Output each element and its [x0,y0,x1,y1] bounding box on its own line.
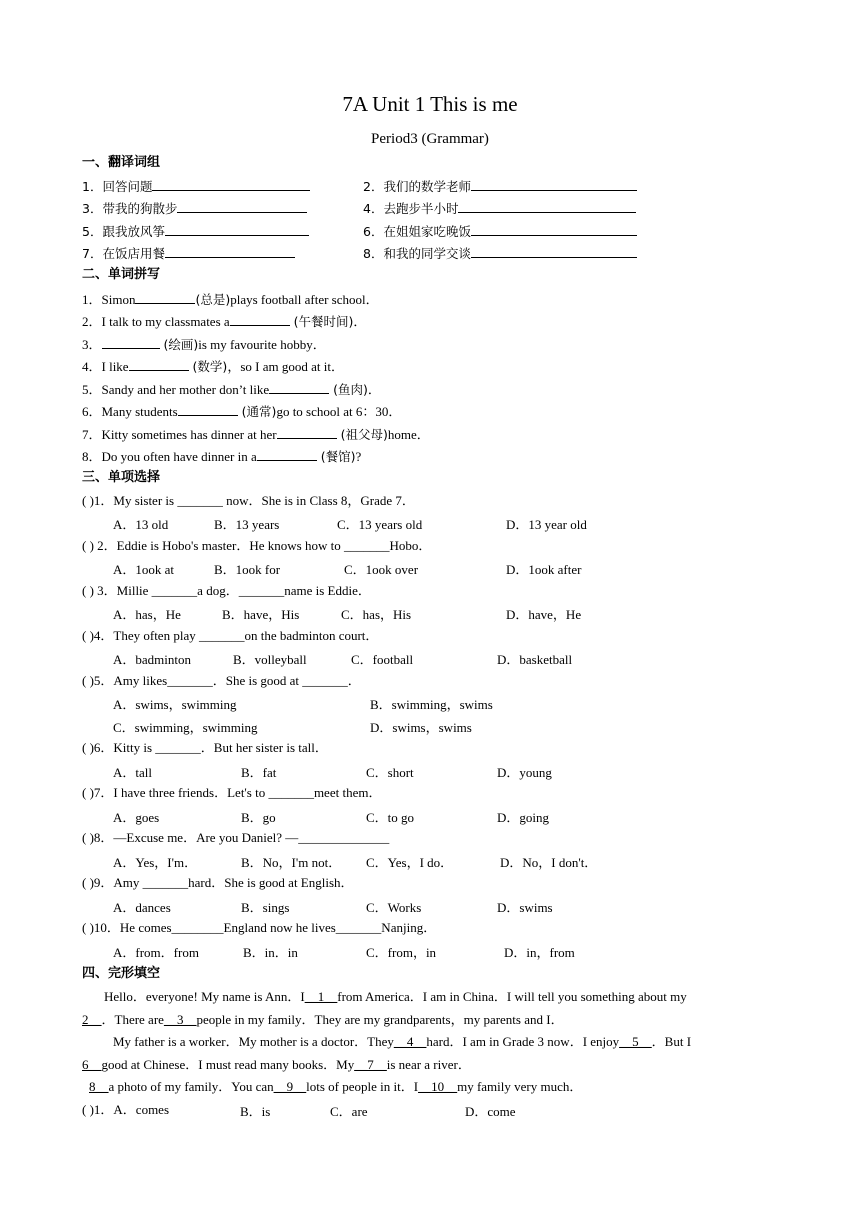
mc10-option-b: B．in．in [243,945,298,960]
s1-item-7: 7．在饭店用餐 [82,243,295,263]
mc-question-6: ( )6．Kitty is _______．But her sister is tall． [82,740,328,755]
mc-question-10: ( )10．He comes________England now he lives_______Nanjing． [82,920,437,935]
s1-item-3: 3．带我的狗散步 [82,198,307,218]
section3-heading: 三、单项选择 [82,470,161,485]
mc8-option-a: A．Yes，I'm． [113,855,198,870]
s2-item-3: 3． (绘画)is my favourite hobby． [82,334,326,354]
s2-item-7: 7．Kitty sometimes has dinner at her (祖父母)home． [82,424,430,444]
s2-item-5: 5．Sandy and her mother don’t like (鱼肉)． [82,379,381,399]
mc-question-3: ( ) 3．Millie _______a dog．_______name is Eddie． [82,583,371,598]
mc9-option-c: C．Works [366,900,422,915]
mc9-option-d: D．swims [497,900,553,915]
mc6-option-a: A．tall [113,765,152,780]
mc6-option-d: D．young [497,765,552,780]
section4-heading: 四、完形填空 [82,966,161,981]
mc7-option-c: C．to go [366,810,415,825]
s1-item-5: 5．跟我放风筝 [82,221,309,241]
mc9-option-a: A．dances [113,900,171,915]
mc10-option-c: C．from，in [366,945,437,960]
mc8-option-d: D．No，I don't． [500,855,598,870]
mc7-option-a: A．goes [113,810,160,825]
s1-item-6: 6．在姐姐家吃晚饭 [363,221,637,241]
mc6-option-b: B．fat [241,765,277,780]
mc1-option-c: C．13 years old [337,517,423,532]
mc4-option-c: C．football [351,652,414,667]
mc8-option-b: B．No，I'm not． [241,855,342,870]
mc9-option-b: B．sings [241,900,290,915]
mc-question-2: ( ) 2．Eddie is Hobo's master．He knows how to _______Hobo． [82,538,432,553]
mc5-option-c: C．swimming，swimming [113,720,258,735]
mc2-option-b: B．1ook for [214,562,281,577]
mc5-option-d: D．swims，swims [370,720,472,735]
mc1-option-b: B．13 years [214,517,280,532]
mc10-option-d: D．in，from [504,945,575,960]
s2-item-6: 6．Many students (通常)go to school at 6：30． [82,401,401,421]
page-title: 7A Unit 1 This is me [342,92,518,116]
mc-question-8: ( )8．—Excuse me．Are you Daniel? —______________ [82,830,390,845]
mc1-option-a: A．13 old [113,517,169,532]
s1-item-1: 1．回答问题 [82,176,310,196]
s1-item-4: 4．去跑步半小时 [363,198,636,218]
s2-item-8: 8．Do you often have dinner in a (餐馆)? [82,446,361,466]
mc2-option-d: D．1ook after [506,562,582,577]
mc2-option-a: A．1ook at [113,562,175,577]
mc-question-1: ( )1．My sister is _______ now．She is in Class 8，Grade 7． [82,493,415,508]
mc-question-9: ( )9．Amy _______hard．She is good at English． [82,875,354,890]
cloze-line-4: 6__good at Chinese．I must read many books．My__7__is near a river． [82,1057,471,1072]
cloze-line-3: My father is a worker．My mother is a doctor．They__4__hard．I am in Grade 3 now．I enjoy__5__．But I [113,1034,692,1049]
cloze-line-5: 8__a photo of my family．You can__9__lots of people in it．I__10__my family very much． [89,1079,583,1094]
cloze1-option-b: B．is [240,1104,271,1119]
mc4-option-d: D．basketball [497,652,573,667]
mc7-option-b: B．go [241,810,276,825]
section2-heading: 二、单词拼写 [82,267,161,282]
s1-item-8: 8．和我的同学交谈 [363,243,637,263]
mc3-option-c: C．has，His [341,607,412,622]
s1-item-2: 2．我们的数学老师 [363,176,637,196]
section1-heading: 一、翻译词组 [82,155,161,170]
cloze1-option-d: D．come [465,1104,516,1119]
cloze1-option-c: C．are [330,1104,368,1119]
mc-question-4: ( )4．They often play _______on the badminton court． [82,628,379,643]
mc5-option-b: B．swimming，swims [370,697,493,712]
cloze-question-1: ( )1．A．comes [82,1102,170,1117]
mc7-option-d: D．going [497,810,550,825]
mc-question-5: ( )5．Amy likes_______．She is good at _______． [82,673,361,688]
cloze-line-2: 2__．There are__3__people in my family．They are my grandparents，my parents and I． [82,1012,564,1027]
mc4-option-b: B．volleyball [233,652,307,667]
page-subtitle: Period3 (Grammar) [371,131,489,147]
mc1-option-d: D．13 year old [506,517,587,532]
s2-item-1: 1．Simon (总是)plays football after school． [82,289,379,309]
mc5-option-a: A．swims，swimming [113,697,237,712]
cloze-line-1: Hello．everyone! My name is Ann．I__1__from America．I am in China．I will tell you something about my [104,989,687,1004]
mc8-option-c: C．Yes，I do． [366,855,454,870]
s2-item-4: 4．I like (数学)，so I am good at it． [82,356,344,376]
mc4-option-a: A．badminton [113,652,191,667]
mc3-option-a: A．has，He [113,607,181,622]
mc3-option-b: B．have，His [222,607,300,622]
mc-question-7: ( )7．I have three friends．Let's to _______meet them． [82,785,382,800]
mc2-option-c: C．1ook over [344,562,419,577]
mc3-option-d: D．have，He [506,607,582,622]
mc10-option-a: A．from．from [113,945,199,960]
s2-item-2: 2．I talk to my classmates a (午餐时间)． [82,311,366,331]
mc6-option-c: C．short [366,765,414,780]
